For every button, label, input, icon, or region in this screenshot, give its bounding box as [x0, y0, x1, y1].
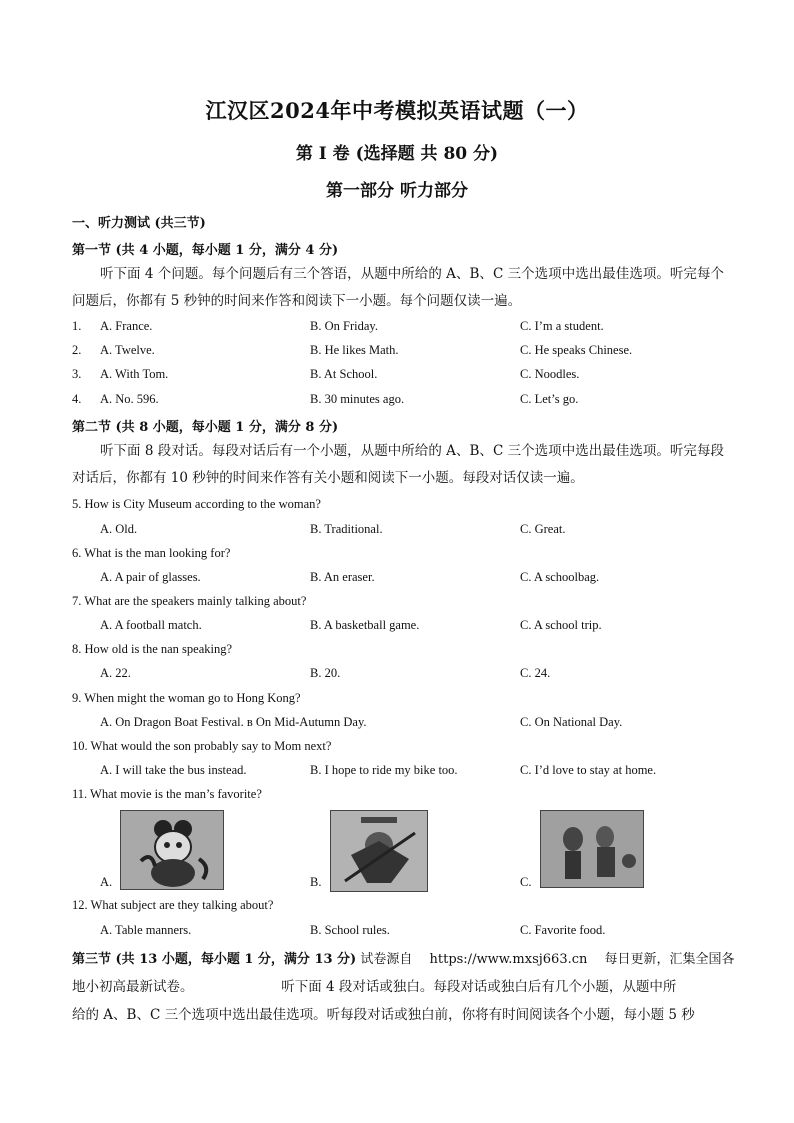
option-c: C. I’d love to stay at home. [520, 763, 657, 777]
section3-line-2: 地小初高最新试卷。 听下面 4 段对话或独白。每段对话或独白后有几个小题，从题中所 [72, 979, 677, 995]
option-a: A. A football match. [100, 618, 202, 632]
question-number: 4. [72, 392, 82, 406]
cartoon-character-icon [121, 811, 223, 889]
question-number: 3. [72, 367, 82, 381]
option-a: A. Twelve. [100, 343, 155, 357]
question-row [0, 392, 794, 410]
option-a: A. No. 596. [100, 392, 159, 406]
monkey-king-icon [331, 811, 427, 891]
option-b: B. On Friday. [310, 319, 378, 333]
question-row [0, 715, 794, 733]
option-a: A. On Dragon Boat Festival. в On Mid-Autumn Day. [100, 715, 367, 729]
option-b: B. A basketball game. [310, 618, 420, 632]
question-row [0, 319, 794, 337]
question-text: 6. What is the man looking for? [72, 546, 231, 560]
option-b: B. 30 minutes ago. [310, 392, 405, 406]
option-b: B. 20. [310, 666, 341, 680]
question-number: 1. [72, 319, 82, 333]
question-row [0, 343, 794, 361]
question-text: 7. What are the speakers mainly talking about? [72, 594, 307, 608]
section3-heading: 第三节 (共 13 小题，每小题 1 分，满分 13 分) [72, 952, 357, 967]
source-note: 试卷源自 https://www.mxsj663.cn 每日更新，汇集全国各 [360, 952, 735, 967]
question-text: 8. How old is the nan speaking? [72, 642, 233, 656]
option-a: A. France. [100, 319, 153, 333]
option-a: A. With Tom. [100, 367, 169, 381]
option-a: A. 22. [100, 666, 131, 680]
question-number: 2. [72, 343, 82, 357]
section3-first-line [72, 948, 735, 967]
option-c: C. Favorite food. [520, 923, 606, 937]
section1-instructions: 听下面 4 个问题。每个问题后有三个答语，从题中所给的 A、B、C 三个选项中选出最佳选项。听完每个问题后，你都有 5 秒钟的时间来作答和阅读下一小题。每个问题仅读一遍。 [72, 266, 724, 309]
option-b: B. He likes Math. [310, 343, 399, 357]
question-row [0, 570, 794, 588]
option-a: A. I will take the bus instead. [100, 763, 247, 777]
option-c-label: C. [520, 875, 532, 889]
option-b: B. At School. [310, 367, 378, 381]
question-row [0, 666, 794, 684]
question-text: 10. What would the son probably say to Mom next? [72, 739, 332, 753]
volume-title: 第 I 卷 (选择题 共 80 分) [295, 144, 499, 164]
exam-title: 江汉区2024年中考模拟英语试题（一） [205, 98, 589, 123]
option-c: C. Noodles. [520, 367, 580, 381]
option-b: B. I hope to ride my bike too. [310, 763, 458, 777]
section1-heading: 第一节 (共 4 小题，每小题 1 分，满分 4 分) [72, 243, 339, 258]
option-b-label: B. [310, 875, 322, 889]
part-title: 第一部分 听力部分 [326, 181, 468, 201]
option-b: B. Traditional. [310, 522, 383, 536]
section2-heading: 第二节 (共 8 小题，每小题 1 分，满分 8 分) [72, 420, 339, 435]
question-row [0, 367, 794, 385]
option-a: A. Table manners. [100, 923, 192, 937]
option-c: C. I’m a student. [520, 319, 604, 333]
question-text: 9. When might the woman go to Hong Kong? [72, 691, 301, 705]
section3-line-3: 给的 A、B、C 三个选项中选出最佳选项。听每段对话或独白前，你将有时间阅读各个小题，每小题 5 秒 [72, 1007, 695, 1023]
option-a: A. A pair of glasses. [100, 570, 201, 584]
option-c: C. 24. [520, 666, 551, 680]
option-c: C. A school trip. [520, 618, 602, 632]
option-b: B. An eraser. [310, 570, 375, 584]
question-row [0, 522, 794, 540]
section-main-heading: 一、听力测试 (共三节) [72, 216, 206, 231]
option-c: C. On National Day. [520, 715, 623, 729]
movie-poster-a-image [120, 810, 224, 890]
option-c: C. Let’s go. [520, 392, 579, 406]
question-text: 11. What movie is the man’s favorite? [72, 787, 262, 801]
option-c: C. He speaks Chinese. [520, 343, 633, 357]
movie-poster-c-image [540, 810, 644, 888]
section2-instructions: 听下面 8 段对话。每段对话后有一个小题，从题中所给的 A、B、C 三个选项中选出最佳选项。听完每段对话后，你都有 10 秒钟的时间来作答有关小题和阅读下一小题。每段对话仅读一遍。 [72, 443, 724, 486]
animated-characters-icon [541, 811, 643, 887]
question-text: 12. What subject are they talking about? [72, 898, 274, 912]
option-c: C. A schoolbag. [520, 570, 600, 584]
question-row [0, 618, 794, 636]
question-row [0, 763, 794, 781]
movie-poster-b-image [330, 810, 428, 892]
option-a-label: A. [100, 875, 113, 889]
question-text: 5. How is City Museum according to the woman? [72, 497, 321, 511]
question-row [0, 923, 794, 941]
option-c: C. Great. [520, 522, 566, 536]
option-b: B. School rules. [310, 923, 390, 937]
option-a: A. Old. [100, 522, 138, 536]
